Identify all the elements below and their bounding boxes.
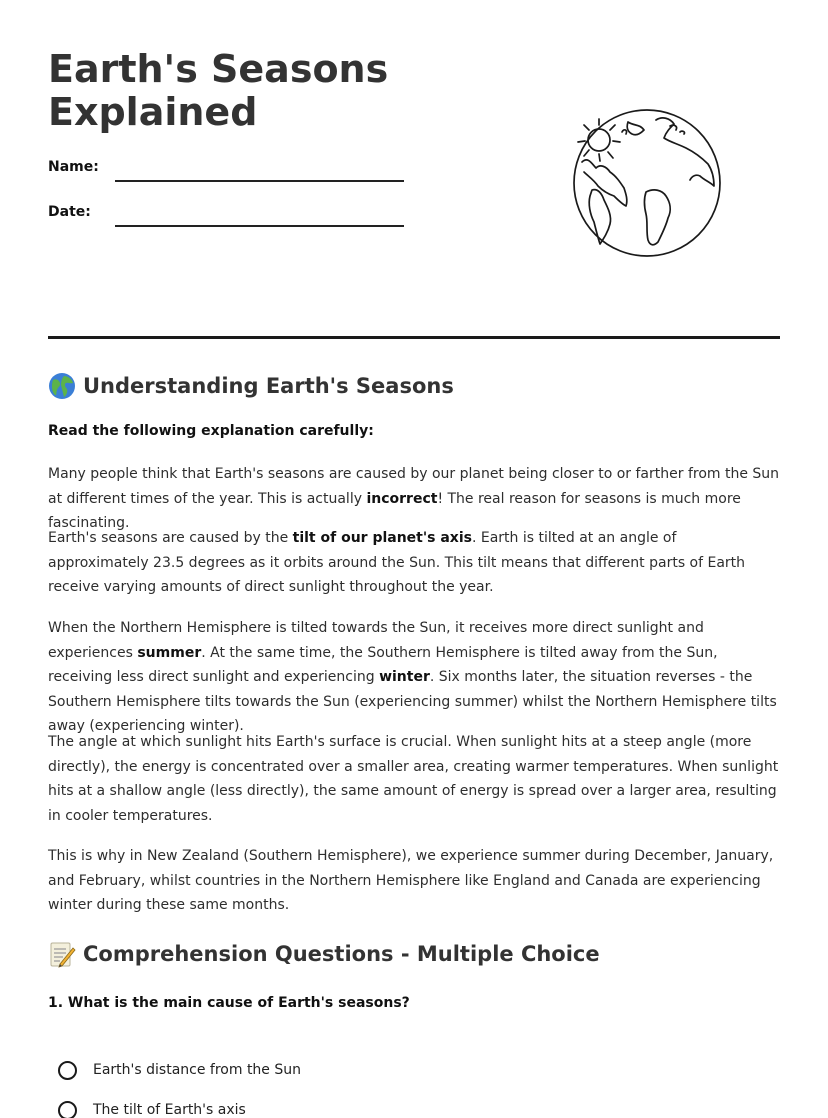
paragraph-1-text-a: Many people think that Earth's seasons are caused by our planet being closer to or farther from the Sun at different times of the year. This is actually bbox=[48, 466, 780, 507]
paragraph-2-text-a: Earth's seasons are caused by the bbox=[48, 530, 293, 546]
memo-emoji-icon bbox=[48, 940, 76, 968]
question-1-text: 1. What is the main cause of Earth's seasons? bbox=[48, 995, 410, 1011]
radio-button[interactable] bbox=[58, 1061, 77, 1080]
section-heading-understanding bbox=[48, 372, 454, 400]
section-heading-questions bbox=[48, 940, 600, 968]
option-label: The tilt of Earth's axis bbox=[93, 1102, 246, 1118]
page-title: Earth's Seasons Explained bbox=[48, 47, 389, 134]
paragraph-4: The angle at which sunlight hits Earth's surface is crucial. When sunlight hits at a steep angle (more directly), the energy is concentrated over a smaller area, creating warmer temperatures. When sunlight hits at a shallow angle (less directly), the same amount of energy is spread over a larger area, resulting in cooler temperatures. bbox=[48, 734, 779, 824]
question-1-option-1[interactable] bbox=[58, 1058, 301, 1082]
paragraph-3-bold-winter: winter bbox=[379, 669, 430, 686]
name-input-line[interactable] bbox=[115, 180, 404, 182]
paragraph-1-bold: incorrect bbox=[366, 490, 438, 507]
paragraph-1-text-c: ! The real reason for seasons is much more fascinating. bbox=[48, 490, 741, 532]
instructions-text: Read the following explanation carefully: bbox=[48, 423, 374, 439]
paragraph-1 bbox=[48, 462, 780, 536]
section-heading-label: Comprehension Questions - Multiple Choice bbox=[83, 942, 600, 966]
paragraph-2-bold: tilt of our planet's axis bbox=[292, 530, 472, 546]
paragraph-3 bbox=[48, 616, 780, 739]
globe-sun-illustration bbox=[570, 104, 730, 264]
option-label: Earth's distance from the Sun bbox=[93, 1062, 301, 1078]
globe-emoji-icon bbox=[48, 372, 76, 400]
name-label: Name: bbox=[48, 159, 99, 175]
question-1-option-2[interactable] bbox=[58, 1098, 246, 1118]
paragraph-2 bbox=[48, 526, 780, 600]
radio-button[interactable] bbox=[58, 1101, 77, 1118]
paragraph-3-text-a: When the Northern Hemisphere is tilted towards the Sun, it receives more direct sunlight and experiences bbox=[48, 620, 704, 661]
section-heading-label: Understanding Earth's Seasons bbox=[83, 374, 454, 398]
paragraph-3-text-e: . Six months later, the situation reverses - the Southern Hemisphere tilts towards the Sun (experiencing summer) whilst the Northern Hemisphere tilts away (experiencing winter). bbox=[48, 669, 777, 735]
header-divider bbox=[48, 336, 780, 339]
paragraph-5: This is why in New Zealand (Southern Hemisphere), we experience summer during December, January, and February, whilst countries in the Northern Hemisphere like England and Canada are experiencing winter during these same months. bbox=[48, 848, 774, 914]
date-input-line[interactable] bbox=[115, 225, 404, 227]
paragraph-3-text-c: . At the same time, the Southern Hemisphere is tilted away from the Sun, receiving less direct sunlight and experiencing bbox=[48, 644, 718, 686]
date-field-row bbox=[48, 204, 408, 228]
date-label: Date: bbox=[48, 204, 91, 220]
paragraph-3-bold-summer: summer bbox=[137, 644, 202, 661]
name-field-row bbox=[48, 159, 408, 183]
paragraph-2-text-c: . Earth is tilted at an angle of approximately 23.5 degrees as it orbits around the Sun. This tilt means that different parts of Earth receive varying amounts of direct sunlight throughout the year. bbox=[48, 530, 746, 596]
